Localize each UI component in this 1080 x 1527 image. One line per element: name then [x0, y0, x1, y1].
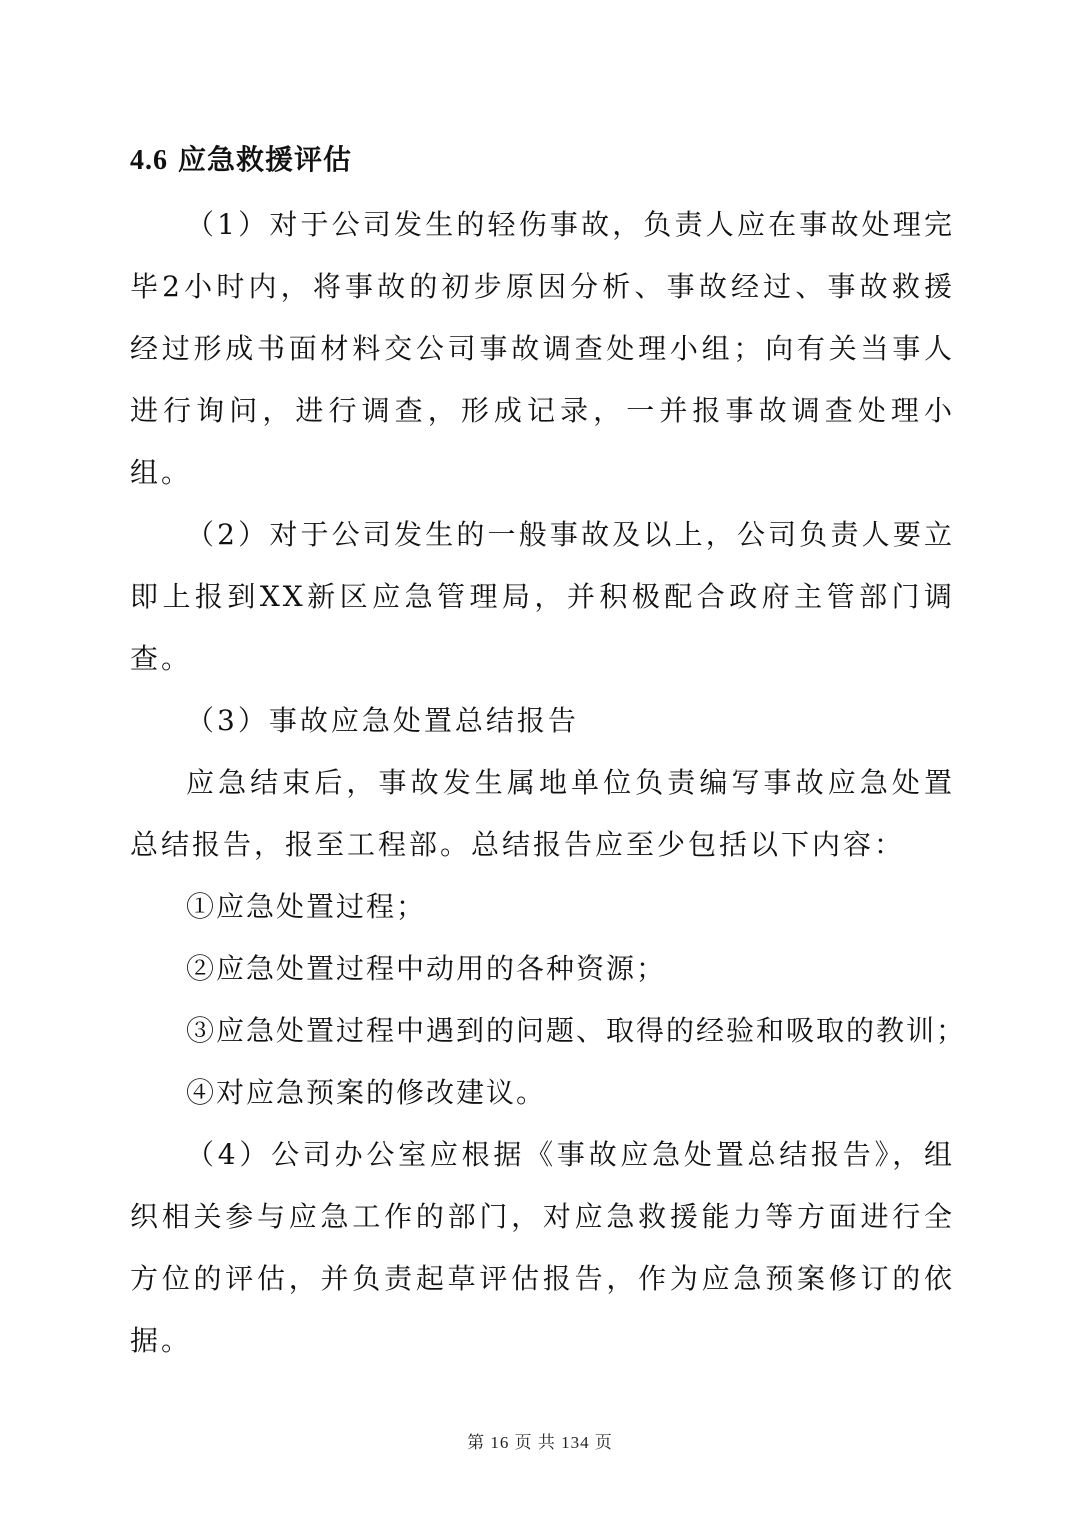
page-footer: 第 16 页 共 134 页: [467, 1433, 613, 1452]
paragraph-4: 应急结束后，事故发生属地单位负责编写事故应急处置总结报告，报至工程部。总结报告应至少包括以下内容：: [130, 766, 955, 861]
list-item-2: ②应急处置过程中动用的各种资源；: [186, 952, 667, 985]
list-item-1: ①应急处置过程；: [186, 890, 427, 923]
paragraph-2: （2）对于公司发生的一般事故及以上，公司负责人要立即上报到XX新区应急管理局，并积极配合政府主管部门调查。: [130, 518, 955, 675]
list-item-4: ④对应急预案的修改建议。: [186, 1076, 547, 1109]
list-item-3: ③应急处置过程中遇到的问题、取得的经验和吸取的教训；: [186, 1014, 967, 1047]
section-title: 应急救援评估: [178, 143, 353, 176]
section-number: 4.6: [130, 145, 168, 176]
paragraph-1: （1）对于公司发生的轻伤事故，负责人应在事故处理完毕2小时内，将事故的初步原因分析、事故经过、事故救援经过形成书面材料交公司事故调查处理小组；向有关当事人进行询问，进行调查，形成记录，一并报事故调查处理小组。: [130, 208, 955, 489]
paragraph-3: （3）事故应急处置总结报告: [186, 704, 579, 737]
paragraph-5: （4）公司办公室应根据《事故应急处置总结报告》，组织相关参与应急工作的部门，对应急救援能力等方面进行全方位的评估，并负责起草评估报告，作为应急预案修订的依据。: [130, 1138, 955, 1357]
document-body: [130, 133, 967, 1372]
section-heading: [130, 133, 955, 188]
